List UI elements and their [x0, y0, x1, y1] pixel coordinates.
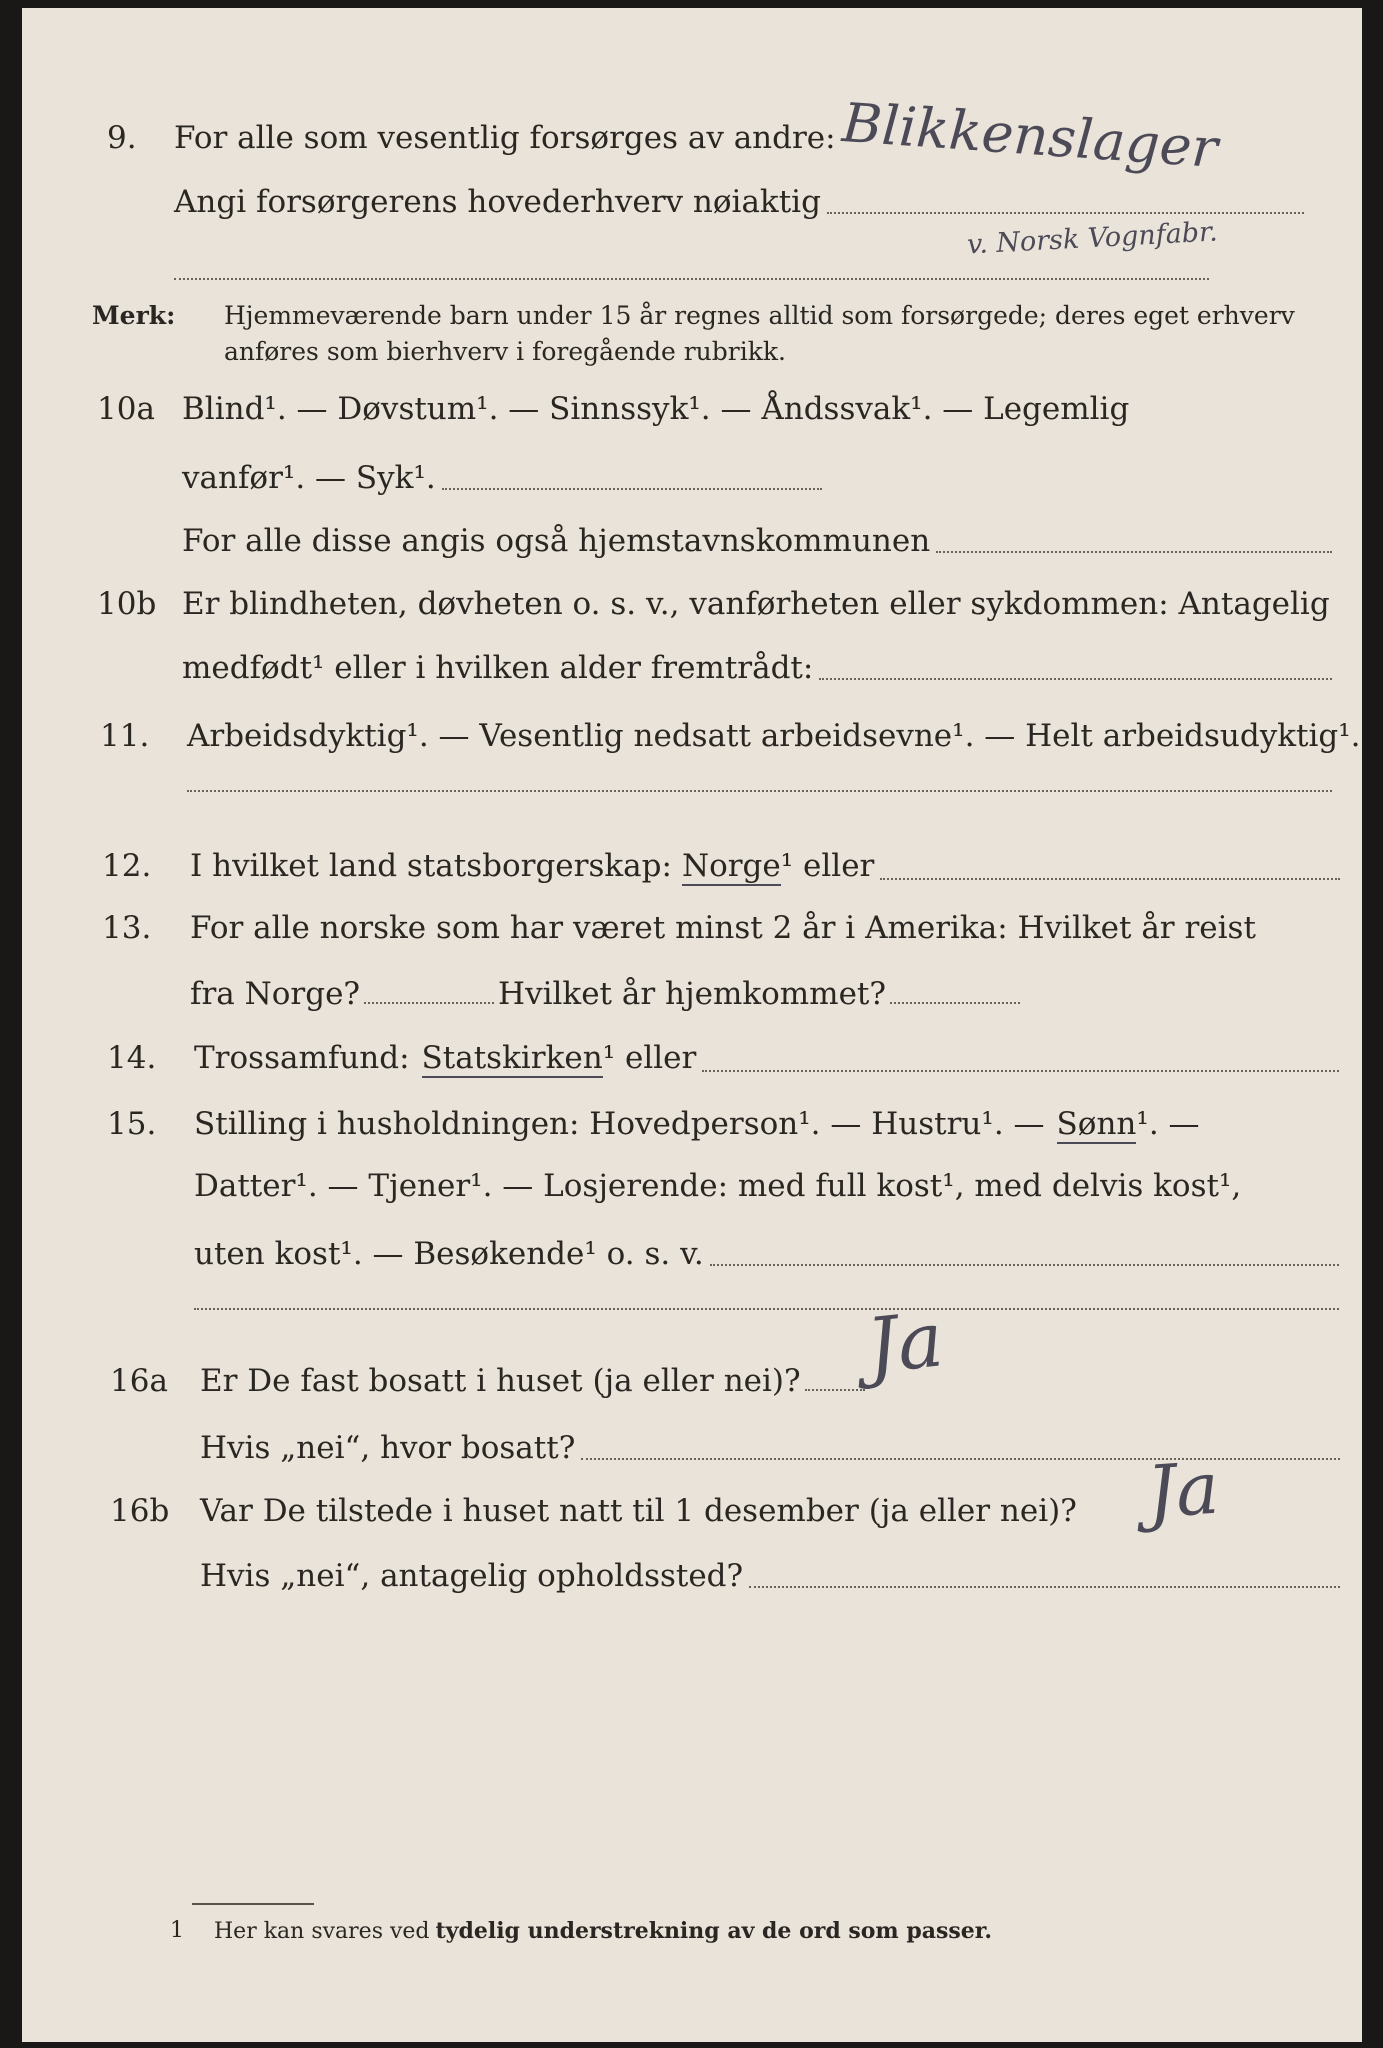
q9-answer-rule — [174, 278, 1209, 280]
q11-rule — [187, 790, 1332, 792]
q10a-text2: vanfør¹. — Syk¹. — [182, 460, 436, 496]
q9-text2: Angi forsørgerens hovederhverv nøiaktig — [174, 184, 821, 220]
q13-text2b: Hvilket år hjemkommet? — [498, 976, 887, 1012]
q10b-text2-wrap — [182, 650, 1332, 686]
q16a-text1-wrap — [200, 1363, 869, 1399]
q10a-text1: Blind¹. — Døvstum¹. — Sinnssyk¹. — Åndssvak¹. — Legemlig — [182, 391, 1130, 427]
footnote-text-plain: Her kan svares ved — [214, 1919, 430, 1944]
q9-text2-wrap — [174, 184, 1304, 220]
q11-text1: Arbeidsdyktig¹. — Vesentlig nedsatt arbeidsevne¹. — Helt arbeidsudyktig¹. — [187, 718, 1361, 754]
q15-text2: Datter¹. — Tjener¹. — Losjerende: med full kost¹, med delvis kost¹, — [194, 1168, 1242, 1204]
merk-text1: Hjemmeværende barn under 15 år regnes alltid som forsørgede; deres eget erhverv — [224, 301, 1295, 330]
q16b-sted-dots — [749, 1585, 1340, 1588]
q12-dots — [880, 877, 1340, 880]
q15-text3-wrap — [194, 1236, 1339, 1272]
q9-handwritten-answer: Blikkenslager — [840, 90, 1220, 181]
footnote-text-wrap — [214, 1918, 992, 1944]
q16b-text1: Var De tilstede i huset natt til 1 desember (ja eller nei)? — [200, 1493, 1077, 1529]
q16a-bosatt-dots — [581, 1457, 1340, 1460]
q16b-text2: Hvis „nei“, antagelig opholdssted? — [200, 1558, 744, 1594]
q14-text1-wrap — [194, 1040, 1339, 1078]
q16b-handwritten-answer: Ja — [1144, 1445, 1222, 1535]
q13-number: 13. — [102, 910, 152, 946]
q16b-number: 16b — [110, 1493, 170, 1529]
q15-text-post: ¹. — — [1136, 1106, 1200, 1142]
q12-text-pre: I hvilket land statsborgerskap: — [190, 848, 672, 884]
q14-text-pre: Trossamfund: — [194, 1040, 410, 1076]
q12-text-post: ¹ eller — [780, 848, 875, 884]
q14-text-post: ¹ eller — [602, 1040, 697, 1076]
q9-handwritten-employer: v. Norsk Vognfabr. — [966, 216, 1219, 261]
q15-text1-wrap — [194, 1106, 1200, 1144]
q10a-kommune-dots — [936, 550, 1332, 553]
q13-reist-dots — [364, 1001, 494, 1004]
q15-rule — [194, 1308, 1339, 1310]
q15-text3: uten kost¹. — Besøkende¹ o. s. v. — [194, 1236, 704, 1272]
q16a-text2: Hvis „nei“, hvor bosatt? — [200, 1430, 576, 1466]
q10b-dots — [819, 677, 1332, 680]
q15-underlined-answer: Sønn — [1056, 1106, 1137, 1142]
q12-number: 12. — [102, 848, 152, 884]
q12-text1-wrap — [190, 848, 1340, 886]
q15-text-pre: Stilling i husholdningen: Hovedperson¹. — Hustru¹. — — [194, 1106, 1045, 1142]
q10a-text3: For alle disse angis også hjemstavnskommunen — [182, 523, 931, 559]
q13-text2a: fra Norge? — [190, 976, 361, 1012]
q14-underlined-answer: Statskirken — [421, 1040, 603, 1076]
q10a-text2-wrap — [182, 460, 822, 496]
footnote-marker: 1 — [170, 1918, 184, 1943]
q13-hjem-dots — [890, 1001, 1020, 1004]
q14-dots — [702, 1069, 1339, 1072]
census-form-page — [22, 8, 1362, 2042]
q12-underlined-answer: Norge — [681, 848, 781, 884]
q13-text2-wrap — [190, 976, 1024, 1012]
footnote-divider — [192, 1903, 314, 1905]
q11-number: 11. — [100, 718, 150, 754]
q13-text1: For alle norske som har været minst 2 år i Amerika: Hvilket år reist — [190, 910, 1256, 946]
q16a-number: 16a — [110, 1363, 168, 1399]
q10a-number: 10a — [97, 391, 155, 427]
q16a-dots — [805, 1388, 865, 1391]
q9-answer-dots — [827, 211, 1304, 214]
q16b-text2-wrap — [200, 1558, 1340, 1594]
q9-text1: For alle som vesentlig forsørges av andre: — [174, 120, 836, 156]
q14-number: 14. — [107, 1040, 157, 1076]
footnote-text-bold: tydelig understrekning av de ord som passer. — [435, 1918, 993, 1944]
merk-label: Merk: — [92, 301, 176, 330]
q15-dots — [710, 1263, 1339, 1266]
q16a-handwritten-answer: Ja — [862, 1294, 948, 1391]
q15-number: 15. — [107, 1106, 157, 1142]
q10b-text2: medfødt¹ eller i hvilken alder fremtrådt: — [182, 650, 814, 686]
q10a-text3-wrap — [182, 523, 1332, 559]
q10b-text1: Er blindheten, døvheten o. s. v., vanførheten eller sykdommen: Antagelig — [182, 586, 1330, 622]
q10a-dots — [442, 487, 822, 490]
q16a-text1: Er De fast bosatt i huset (ja eller nei)? — [200, 1363, 801, 1399]
q9-number: 9. — [107, 120, 137, 156]
merk-text2: anføres som bierhverv i foregående rubrikk. — [224, 337, 786, 366]
q10b-number: 10b — [97, 586, 157, 622]
